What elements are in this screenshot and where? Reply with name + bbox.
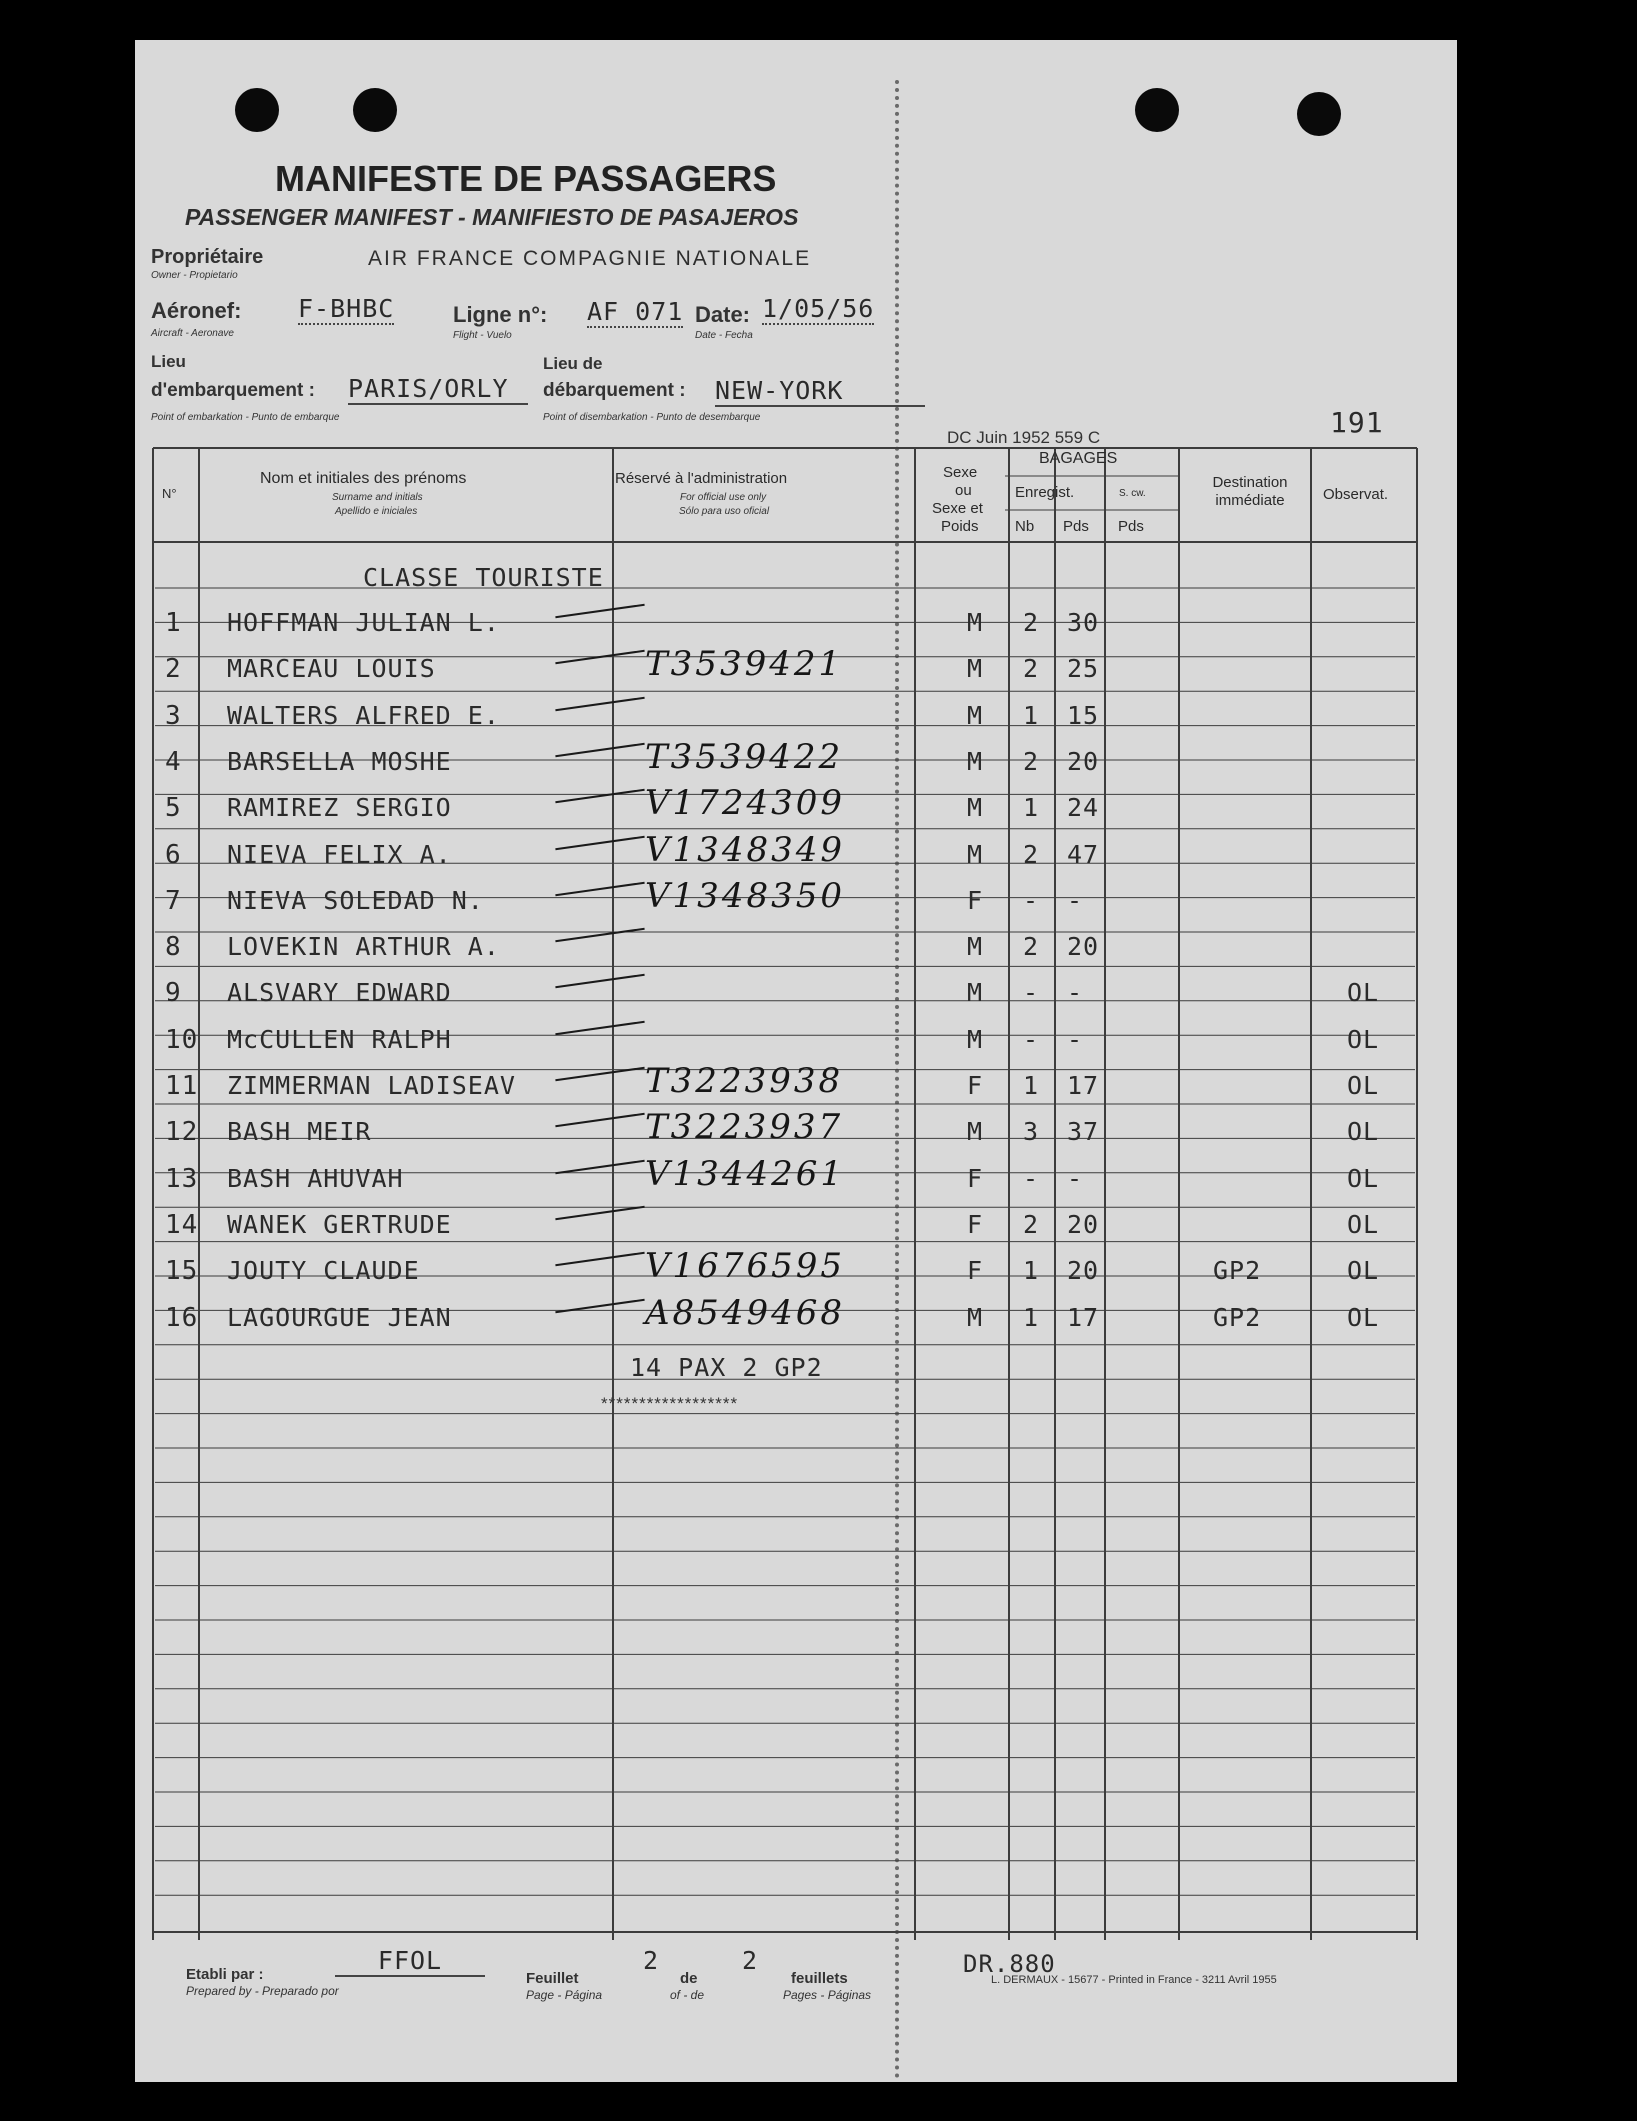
baggage-count: -: [1023, 1025, 1040, 1054]
owner-label: Propriétaire: [151, 246, 264, 268]
embark-value: PARIS/ORLY: [348, 374, 528, 405]
baggage-count: 2: [1023, 654, 1040, 683]
col-header-sex-4: Poids: [941, 518, 979, 535]
stars-line: ******************: [601, 1394, 739, 1413]
passenger-name: ZIMMERMAN LADISEAV: [227, 1071, 516, 1100]
col-header-admin-sub2: Sólo para uso oficial: [679, 506, 770, 517]
baggage-count: 2: [1023, 840, 1040, 869]
baggage-weight: -: [1067, 978, 1084, 1007]
passenger-row: [135, 876, 1457, 926]
baggage-count: 2: [1023, 932, 1040, 961]
sheet-label: Feuillet: [526, 1970, 579, 1987]
of-sub: of - de: [670, 1988, 705, 2002]
passenger-name: WANEK GERTRUDE: [227, 1210, 452, 1239]
sheets-sub: Pages - Páginas: [783, 1988, 872, 2002]
passenger-name: MARCEAU LOUIS: [227, 654, 436, 683]
col-header-destination: Destination immédiate: [1212, 474, 1288, 509]
row-number: 6: [165, 840, 182, 870]
sheets-label: feuillets: [791, 1970, 848, 1987]
col-header-name: Nom et initiales des prénoms: [260, 470, 467, 487]
col-header-unreg-pds: Pds: [1118, 518, 1144, 535]
row-number: 12: [165, 1117, 199, 1147]
col-header-admin: Réservé à l'administration: [615, 470, 788, 487]
sex-value: F: [967, 886, 984, 915]
flight-label: Ligne n°:: [453, 302, 548, 327]
passenger-row: [135, 1061, 1457, 1111]
disembark-sub: Point of disembarkation - Punto de desembarque: [543, 412, 761, 423]
printer-note: L. DERMAUX - 15677 - Printed in France - 3211 Avril 1955: [991, 1974, 1277, 1986]
passport-number: T3539421: [645, 644, 844, 684]
passenger-row: [135, 701, 1457, 741]
baggage-weight: 20: [1067, 1210, 1100, 1239]
passenger-name: NIEVA SOLEDAD N.: [227, 886, 484, 915]
remarks-value: OL: [1347, 1071, 1380, 1100]
baggage-count: 1: [1023, 1071, 1040, 1100]
row-number: 2: [165, 654, 182, 684]
remarks-value: OL: [1347, 1117, 1380, 1146]
baggage-weight: 17: [1067, 1303, 1100, 1332]
col-header-pds: Pds: [1063, 518, 1089, 535]
baggage-count: 3: [1023, 1117, 1040, 1146]
date-sub: Date - Fecha: [695, 330, 753, 341]
row-number: 9: [165, 978, 182, 1008]
passenger-name: BARSELLA MOSHE: [227, 747, 452, 776]
col-header-name-sub1: Surname and initials: [332, 492, 423, 503]
baggage-weight: 30: [1067, 608, 1100, 637]
col-header-sex-2: ou: [955, 482, 972, 499]
passenger-row: [135, 644, 1457, 694]
passport-number: V1724309: [645, 783, 845, 823]
embark-sub: Point of embarkation - Punto de embarque: [151, 412, 340, 423]
baggage-weight: 20: [1067, 747, 1100, 776]
passenger-name: BASH AHUVAH: [227, 1164, 404, 1193]
row-number: 14: [165, 1210, 199, 1240]
passenger-row: [135, 737, 1457, 787]
baggage-count: 1: [1023, 793, 1040, 822]
passenger-row: [135, 830, 1457, 880]
form-ref: DR.880: [963, 1950, 1056, 1978]
sex-value: M: [967, 654, 984, 683]
disembark-label-2: débarquement :: [543, 380, 686, 401]
passenger-name: ALSVARY EDWARD: [227, 978, 452, 1007]
baggage-count: 2: [1023, 747, 1040, 776]
col-header-no: N°: [162, 486, 177, 501]
sheet-sub: Page - Página: [526, 1988, 603, 2002]
row-number: 13: [165, 1164, 199, 1194]
baggage-count: -: [1023, 886, 1040, 915]
destination-value: GP2: [1213, 1303, 1262, 1332]
row-number: 8: [165, 932, 182, 962]
passenger-name: McCULLEN RALPH: [227, 1025, 452, 1054]
baggage-weight: 20: [1067, 1256, 1100, 1285]
sex-value: M: [967, 701, 984, 730]
baggage-weight: 15: [1067, 701, 1100, 730]
passport-number: T3223938: [645, 1061, 844, 1101]
aircraft-label: Aéronef:: [151, 298, 242, 323]
disembark-label-1: Lieu de: [543, 354, 603, 373]
baggage-count: -: [1023, 1164, 1040, 1193]
of-value: 2: [742, 1946, 759, 1975]
sheet-value: 2: [643, 1946, 660, 1975]
row-number: 4: [165, 747, 182, 777]
passport-number: V1676595: [645, 1246, 845, 1286]
of-label: de: [680, 1970, 698, 1987]
sex-value: M: [967, 978, 984, 1007]
baggage-count: 1: [1023, 1303, 1040, 1332]
col-header-admin-sub1: For official use only: [680, 492, 767, 503]
col-header-name-sub2: Apellido e iniciales: [335, 506, 418, 517]
totals: 14 PAX 2 GP2: [630, 1353, 823, 1382]
sex-value: F: [967, 1256, 984, 1285]
passenger-row: [135, 783, 1457, 833]
baggage-weight: -: [1067, 1025, 1084, 1054]
row-number: 15: [165, 1256, 199, 1286]
passenger-row: [135, 1154, 1457, 1204]
baggage-weight: 47: [1067, 840, 1100, 869]
passenger-name: NIEVA FELIX A.: [227, 840, 452, 869]
remarks-value: OL: [1347, 1025, 1380, 1054]
passenger-name: WALTERS ALFRED E.: [227, 701, 500, 730]
row-number: 11: [165, 1071, 199, 1101]
aircraft-sub: Aircraft - Aeronave: [151, 328, 234, 339]
baggage-count: 1: [1023, 701, 1040, 730]
row-number: 3: [165, 701, 182, 731]
prepared-value: FFOL: [335, 1946, 485, 1977]
aircraft-value: F-BHBC: [298, 294, 395, 323]
date-value: 1/05/56: [762, 294, 875, 323]
destination-value: GP2: [1213, 1256, 1262, 1285]
baggage-weight: 25: [1067, 654, 1100, 683]
col-header-remarks: Observat.: [1323, 486, 1389, 503]
flight-sub: Flight - Vuelo: [453, 330, 512, 341]
passenger-row: [135, 932, 1457, 972]
prepared-sub: Prepared by - Preparado por: [186, 1984, 339, 1998]
passenger-row: [135, 1107, 1457, 1157]
passport-number: V1344261: [645, 1154, 845, 1194]
remarks-value: OL: [1347, 1256, 1380, 1285]
embark-label-2: d'embarquement :: [151, 380, 315, 401]
row-number: 1: [165, 608, 182, 638]
passport-number: T3539422: [645, 737, 844, 777]
baggage-count: 2: [1023, 1210, 1040, 1239]
passenger-row: [135, 1210, 1457, 1250]
owner-value: AIR FRANCE COMPAGNIE NATIONALE: [368, 247, 812, 270]
row-number: 5: [165, 793, 182, 823]
passenger-name: LOVEKIN ARTHUR A.: [227, 932, 500, 961]
passenger-name: RAMIREZ SERGIO: [227, 793, 452, 822]
passenger-row: [135, 1293, 1457, 1343]
passenger-name: JOUTY CLAUDE: [227, 1256, 420, 1285]
baggage-count: 2: [1023, 608, 1040, 637]
baggage-weight: 20: [1067, 932, 1100, 961]
baggage-weight: -: [1067, 1164, 1084, 1193]
page-title: MANIFESTE DE PASSAGERS: [275, 158, 777, 199]
passenger-row: [135, 1025, 1457, 1065]
sex-value: F: [967, 1164, 984, 1193]
sex-value: M: [967, 1025, 984, 1054]
remarks-value: OL: [1347, 1164, 1380, 1193]
passport-number: V1348350: [645, 876, 845, 916]
col-header-sex-3: Sexe et: [932, 500, 983, 517]
passport-number: A8549468: [645, 1293, 845, 1333]
owner-sub: Owner - Propietario: [151, 270, 238, 281]
passport-number: V1348349: [645, 830, 845, 870]
sex-value: F: [967, 1210, 984, 1239]
col-header-nb: Nb: [1015, 518, 1035, 535]
passenger-name: HOFFMAN JULIAN L.: [227, 608, 500, 637]
sex-value: M: [967, 747, 984, 776]
baggage-weight: 17: [1067, 1071, 1100, 1100]
date-label: Date:: [695, 302, 751, 327]
col-header-registered: Enregist.: [1015, 484, 1075, 501]
page-subtitle: PASSENGER MANIFEST - MANIFIESTO DE PASAJEROS: [185, 204, 799, 230]
passenger-name: BASH MEIR: [227, 1117, 372, 1146]
col-header-unreg: S. cw.: [1119, 488, 1146, 499]
sex-value: M: [967, 608, 984, 637]
form-code: DC Juin 1952 559 C: [947, 428, 1101, 447]
passenger-name: LAGOURGUE JEAN: [227, 1303, 452, 1332]
row-number: 7: [165, 886, 182, 916]
passenger-row: [135, 978, 1457, 1018]
passport-number: T3223937: [645, 1107, 844, 1147]
class-label: CLASSE TOURISTE: [363, 563, 604, 592]
baggage-weight: 24: [1067, 793, 1100, 822]
sex-value: M: [967, 932, 984, 961]
col-header-sex-1: Sexe: [943, 464, 978, 481]
passenger-row: [135, 608, 1457, 648]
disembark-value: NEW-YORK: [715, 376, 925, 407]
remarks-value: OL: [1347, 978, 1380, 1007]
sex-value: F: [967, 1071, 984, 1100]
manifest-sheet: [135, 40, 1457, 2082]
row-number: 16: [165, 1303, 199, 1333]
remarks-value: OL: [1347, 1210, 1380, 1239]
row-number: 10: [165, 1025, 199, 1055]
passenger-row: [135, 1246, 1457, 1296]
page-number: 191: [1330, 406, 1384, 439]
baggage-count: -: [1023, 978, 1040, 1007]
sex-value: M: [967, 1117, 984, 1146]
baggage-weight: -: [1067, 886, 1084, 915]
col-header-baggage: BAGAGES: [1039, 450, 1118, 467]
remarks-value: OL: [1347, 1303, 1380, 1332]
flight-value: AF 071: [587, 297, 684, 326]
embark-label-1: Lieu: [151, 352, 186, 371]
baggage-weight: 37: [1067, 1117, 1100, 1146]
sex-value: M: [967, 793, 984, 822]
sex-value: M: [967, 840, 984, 869]
baggage-count: 1: [1023, 1256, 1040, 1285]
sex-value: M: [967, 1303, 984, 1332]
prepared-label: Etabli par :: [186, 1966, 264, 1983]
